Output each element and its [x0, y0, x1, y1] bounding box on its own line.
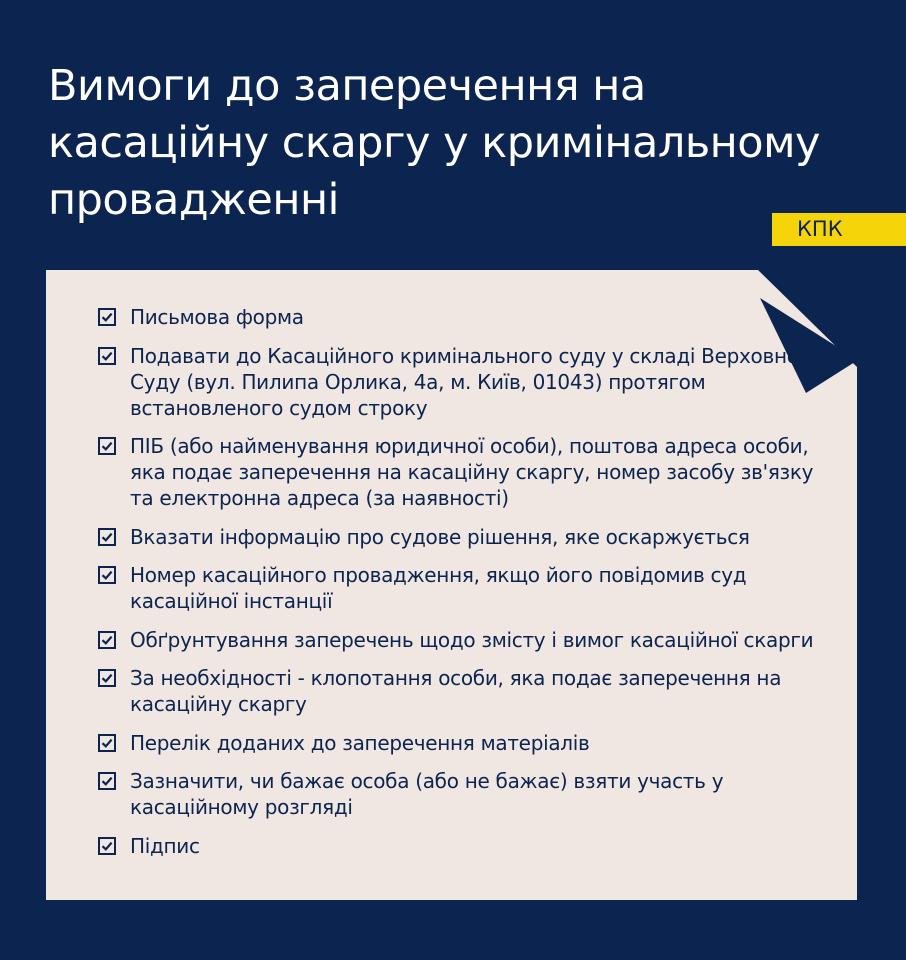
requirements-list	[98, 304, 828, 871]
checkbox-checked-icon	[98, 837, 116, 855]
checkbox-checked-icon	[98, 528, 116, 546]
list-item	[98, 730, 828, 756]
checkbox-checked-icon	[98, 437, 116, 455]
checkbox-checked-icon	[98, 772, 116, 790]
list-item	[98, 833, 828, 859]
page-title: Вимоги до заперечення на касаційну скаргу у кримінальному провадженні	[48, 61, 820, 225]
list-item	[98, 343, 828, 421]
checkbox-checked-icon	[98, 734, 116, 752]
list-item	[98, 562, 828, 614]
checkbox-checked-icon	[98, 566, 116, 584]
item-text: Перелік доданих до заперечення матеріалів	[130, 730, 590, 755]
list-item	[98, 768, 828, 820]
code-badge: КПК	[772, 213, 906, 246]
item-text: Вказати інформацію про судове рішення, яке оскаржується	[130, 524, 750, 549]
checkbox-checked-icon	[98, 347, 116, 365]
list-item	[98, 665, 828, 717]
list-item	[98, 304, 828, 330]
list-item	[98, 433, 828, 511]
item-text: Підпис	[130, 833, 200, 858]
checkbox-checked-icon	[98, 669, 116, 687]
item-text: Зазначити, чи бажає особа (або не бажає) взяти участь у касаційному розгляді	[130, 769, 724, 819]
item-text: За необхідності - клопотання особи, яка подає заперечення на касаційну скаргу	[130, 666, 782, 716]
checkbox-checked-icon	[98, 308, 116, 326]
item-text: ПІБ (або найменування юридичної особи), поштова адреса особи, яка подає заперечення на касаційну скаргу, номер засобу зв'язку та електронна адреса (за наявності)	[130, 434, 814, 510]
list-item	[98, 524, 828, 550]
item-text: Подавати до Касаційного кримінального суду у складі Верховного Суду (вул. Пилипа Орлика, 4а, м. Київ, 01043) протягом встановленого судом строку	[130, 343, 821, 420]
item-text: Обґрунтування заперечень щодо змісту і вимог касаційної скарги	[130, 627, 814, 652]
item-text: Письмова форма	[130, 305, 304, 329]
checkbox-checked-icon	[98, 631, 116, 649]
list-item	[98, 627, 828, 653]
item-text: Номер касаційного провадження, якщо його повідомив суд касаційної інстанції	[130, 563, 747, 613]
